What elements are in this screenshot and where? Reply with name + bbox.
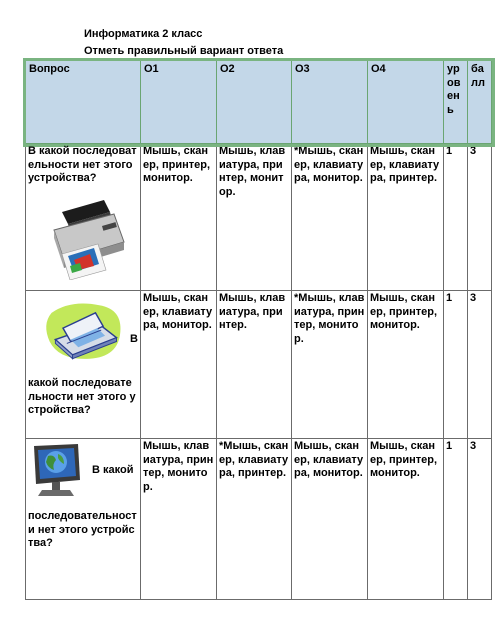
header-o3: О3 xyxy=(292,61,368,144)
option-4: Мышь, сканер, принтер, монитор. xyxy=(368,291,444,439)
option-4: Мышь, сканер, клавиатура, принтер. xyxy=(368,144,444,291)
header-level: уровень xyxy=(444,61,468,144)
question-cell xyxy=(26,291,141,439)
header-o4: О4 xyxy=(368,61,444,144)
level-value: 1 xyxy=(444,144,468,291)
page-subtitle: Отметь правильный вариант ответа xyxy=(84,45,284,57)
option-3: *Мышь, клавиатура, принтер, монитор. xyxy=(292,291,368,439)
table-header-row xyxy=(26,61,492,144)
score-value: 3 xyxy=(468,439,492,600)
option-2: Мышь, клавиатура, принтер. xyxy=(217,291,292,439)
header-o2: О2 xyxy=(217,61,292,144)
score-value: 3 xyxy=(468,291,492,439)
question-cell xyxy=(26,144,141,291)
option-2: Мышь, клавиатура, принтер, монитор. xyxy=(217,144,292,291)
header-question: Вопрос xyxy=(26,61,141,144)
quiz-table xyxy=(25,60,492,600)
monitor-icon xyxy=(30,442,84,498)
question-text: В какой последовательности нет этого устройства? xyxy=(28,145,137,184)
table-row xyxy=(26,144,492,291)
header-score: балл xyxy=(468,61,492,144)
option-2: *Мышь, сканер, клавиатура, принтер. xyxy=(217,439,292,600)
option-3: Мышь, сканер, клавиатура, монитор. xyxy=(292,439,368,600)
option-3: *Мышь, сканер, клавиатура, монитор. xyxy=(292,144,368,291)
question-text-start: В какой xyxy=(92,464,134,477)
option-1: Мышь, клавиатура, принтер, монитор. xyxy=(141,439,217,600)
option-1: Мышь, сканер, принтер, монитор. xyxy=(141,144,217,291)
level-value: 1 xyxy=(444,439,468,600)
scanner-icon xyxy=(42,298,126,364)
question-text-end: какой последовательности нет этого устройства? xyxy=(28,377,136,416)
page-title: Информатика 2 класс xyxy=(84,28,203,40)
question-cell xyxy=(26,439,141,600)
table-row xyxy=(26,291,492,439)
header-o1: О1 xyxy=(141,61,217,144)
score-value: 3 xyxy=(468,144,492,291)
table-row xyxy=(26,439,492,600)
question-text-end: последовательности нет этого устройства? xyxy=(28,510,137,549)
option-4: Мышь, сканер, принтер, монитор. xyxy=(368,439,444,600)
question-text-start: В xyxy=(130,332,138,345)
level-value: 1 xyxy=(444,291,468,439)
printer-icon xyxy=(44,190,134,280)
option-1: Мышь, сканер, клавиатура, монитор. xyxy=(141,291,217,439)
